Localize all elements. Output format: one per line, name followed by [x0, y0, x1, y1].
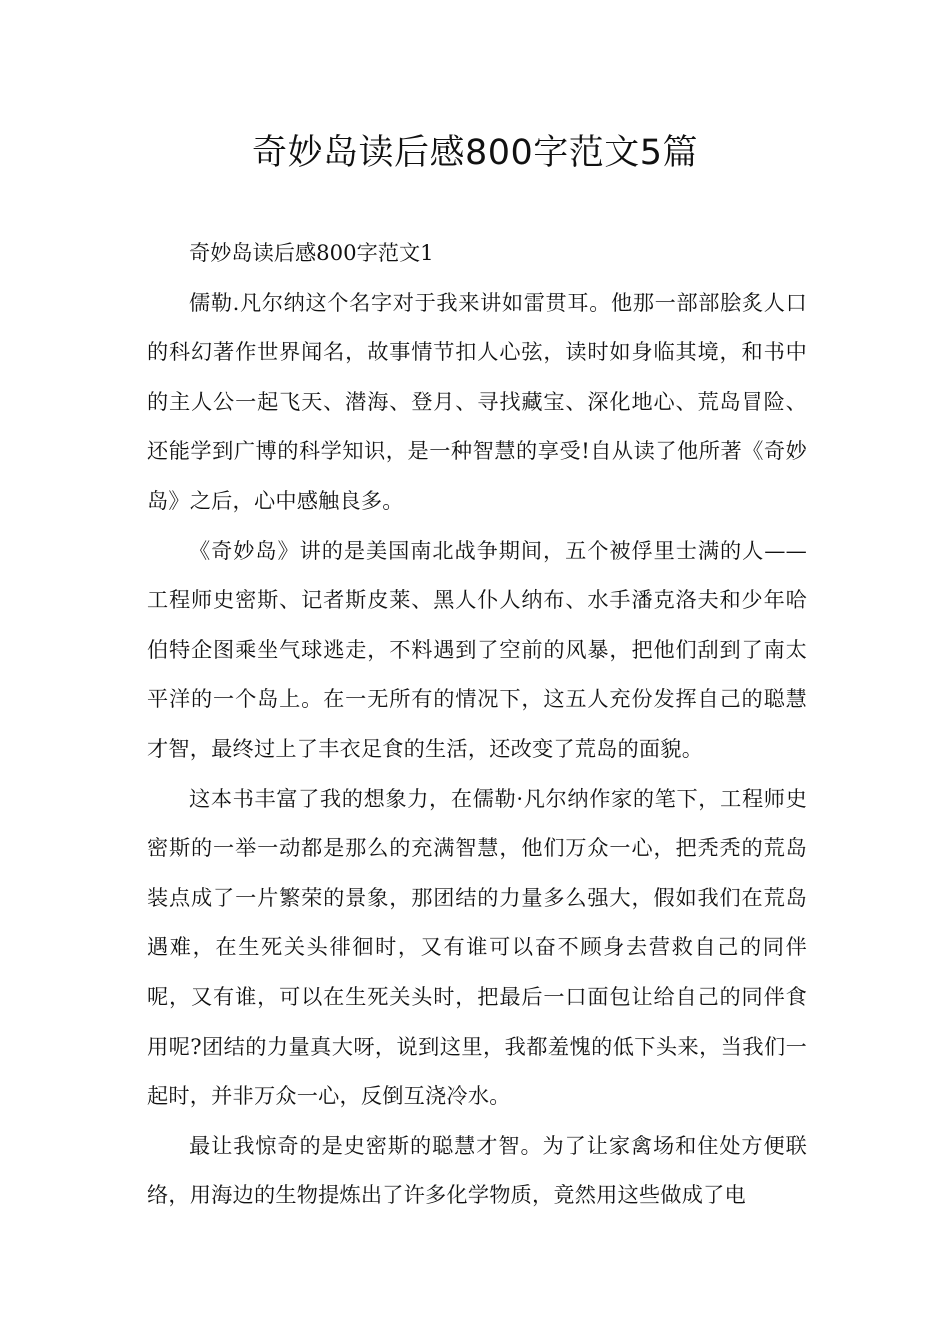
document-body	[147, 228, 807, 1220]
document-title: 奇妙岛读后感800字范文5篇	[251, 133, 699, 173]
paragraph-2: 《奇妙岛》讲的是美国南北战争期间，五个被俘里士满的人——工程师史密斯、记者斯皮莱、黑人仆人纳布、水手潘克洛夫和少年哈伯特企图乘坐气球逃走，不料遇到了空前的风暴，把他们刮到了南太平洋的一个岛上。在一无所有的情况下，这五人充份发挥自己的聪慧才智，最终过上了丰衣足食的生活，还改变了荒岛的面貌。	[147, 537, 807, 761]
section-heading: 奇妙岛读后感800字范文1	[189, 240, 434, 265]
paragraph-4: 最让我惊奇的是史密斯的聪慧才智。为了让家禽场和住处方便联络，用海边的生物提炼出了许多化学物质，竟然用这些做成了电	[147, 1132, 807, 1208]
paragraph-1: 儒勒.凡尔纳这个名字对于我来讲如雷贯耳。他那一部部脍炙人口的科幻著作世界闻名，故事情节扣人心弦，读时如身临其境，和书中的主人公一起飞天、潜海、登月、寻找藏宝、深化地心、荒岛冒险、还能学到广博的科学知识，是一种智慧的享受!自从读了他所著《奇妙岛》之后，心中感触良多。	[147, 289, 807, 513]
paragraph-3: 这本书丰富了我的想象力，在儒勒·凡尔纳作家的笔下，工程师史密斯的一举一动都是那么的充满智慧，他们万众一心，把秃秃的荒岛装点成了一片繁荣的景象，那团结的力量多么强大，假如我们在荒岛遇难，在生死关头徘徊时，又有谁可以奋不顾身去营救自己的同伴呢，又有谁，可以在生死关头时，把最后一口面包让给自己的同伴食用呢?团结的力量真大呀，说到这里，我都羞愧的低下头来，当我们一起时，并非万众一心，反倒互浇冷水。	[147, 785, 807, 1109]
